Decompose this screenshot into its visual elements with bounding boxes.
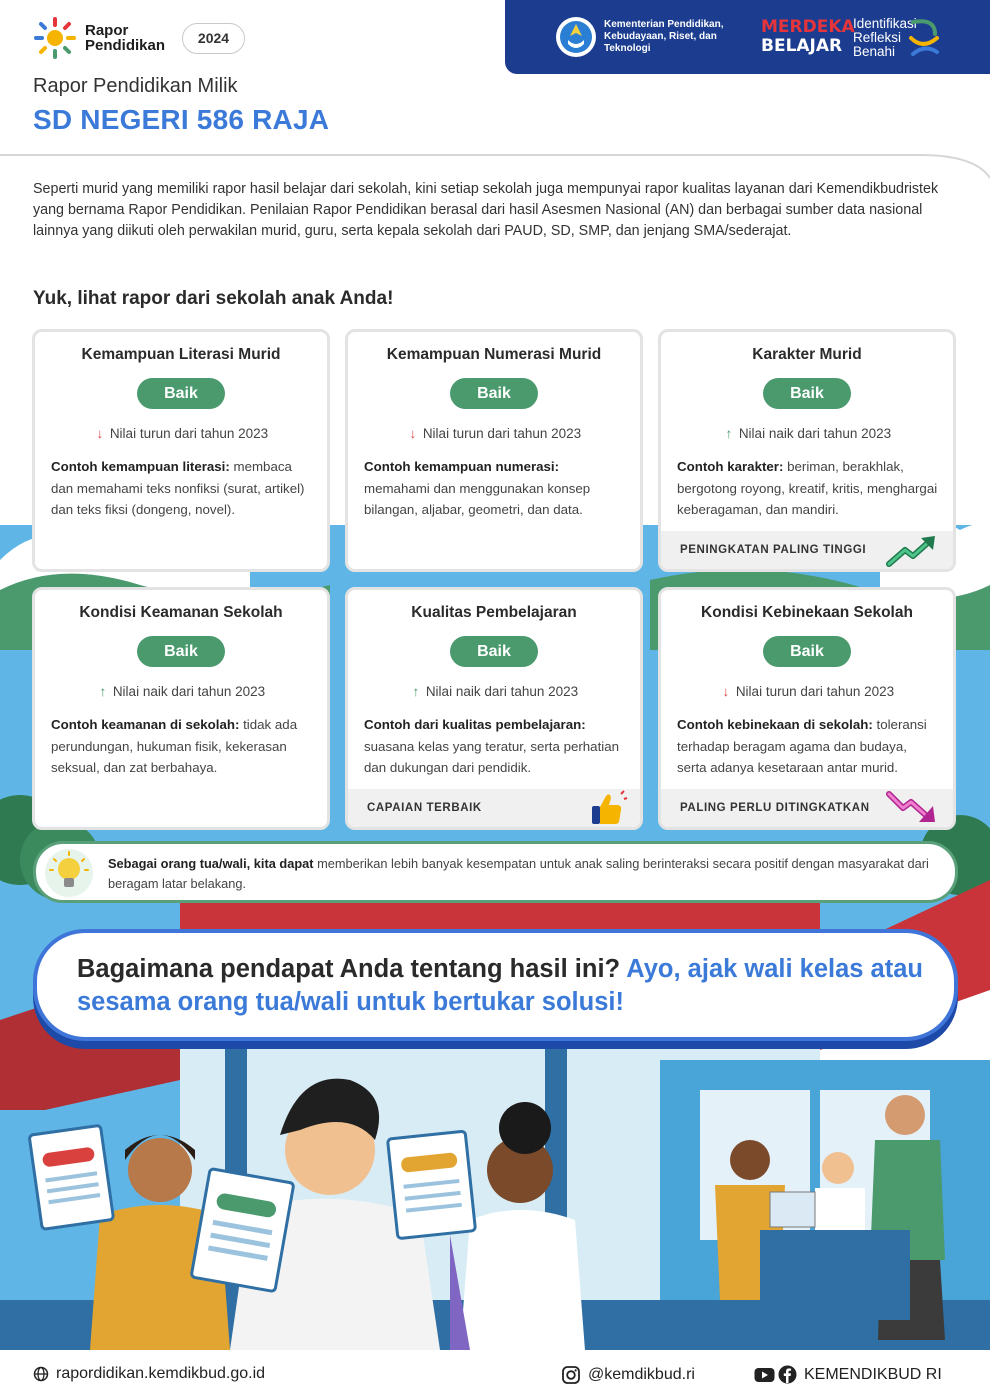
trending-down-icon	[885, 790, 941, 826]
tip-text: memberikan lebih banyak kesempatan untuk anak saling berinteraksi secara positif dengan masyarakat dari beragam latar belakang.	[108, 856, 929, 891]
card-literasi	[32, 329, 330, 572]
merdeka-text: MERDEKA	[761, 17, 855, 37]
status-badge: Baik	[137, 378, 225, 409]
arrow-up-icon: ↑	[725, 426, 733, 441]
example-text: beriman, berakhlak, bergotong royong, kreatif, kritis, menghargai keberagaman, dan mandiri.	[677, 459, 938, 517]
year-badge: 2024	[182, 23, 245, 54]
merdeka-belajar-logo	[761, 18, 855, 56]
instagram-link[interactable]	[561, 1365, 695, 1385]
instagram-icon	[561, 1365, 581, 1385]
social-link[interactable]	[754, 1365, 942, 1384]
social-name: KEMENDIKBUD RI	[804, 1365, 942, 1383]
example-label: Contoh keamanan di sekolah:	[51, 717, 240, 732]
card-title: Kemampuan Numerasi Murid	[386, 346, 602, 363]
card-footer-highlight	[348, 789, 640, 827]
footer-label: PENINGKATAN PALING TINGGI	[680, 544, 867, 556]
card-title: Kondisi Kebinekaan Sekolah	[701, 604, 913, 621]
example-text: membaca dan memahami teks nonfiksi (surat, artikel) dan teks fiksi (dongeng, novel).	[51, 459, 305, 517]
status-badge: Baik	[450, 378, 538, 409]
report-owner-label: Rapor Pendidikan Milik	[33, 75, 238, 97]
irb-benahi: Benahi	[853, 44, 896, 59]
status-badge: Baik	[137, 636, 225, 667]
thumbs-up-icon	[588, 790, 628, 826]
website-text: rapordidikan.kemdikbud.go.id	[56, 1365, 266, 1382]
irb-refleksi: Refleksi	[853, 30, 902, 45]
trend-text: Nilai turun dari tahun 2023	[735, 684, 895, 699]
footer-label: CAPAIAN TERBAIK	[367, 802, 482, 814]
callout-question: Bagaimana pendapat Anda tentang hasil ini?	[77, 955, 627, 983]
ministry-name: Kementerian Pendidikan, Kebudayaan, Riset, dan Teknologi	[604, 19, 724, 54]
card-footer-highlight	[661, 789, 953, 827]
logo-text-line2: Pendidikan	[85, 37, 166, 54]
example-text: memahami dan menggunakan konsep bilangan, aljabar, geometri, dan data.	[364, 480, 591, 517]
parent-tip-box	[33, 841, 958, 903]
sun-logo-icon	[33, 16, 77, 60]
example-label: Contoh dari kualitas pembelajaran:	[364, 717, 586, 732]
card-karakter	[658, 329, 956, 572]
card-title: Kondisi Keamanan Sekolah	[79, 604, 283, 621]
callout-action: Ayo, ajak wali kelas atau sesama orang tua/wali untuk bertukar solusi!	[77, 955, 923, 1016]
footer-label: PALING PERLU DITINGKATKAN	[680, 802, 870, 814]
page-footer	[0, 1350, 990, 1400]
arrow-up-icon: ↑	[99, 684, 107, 699]
card-pembelajaran	[345, 587, 643, 830]
status-badge: Baik	[763, 636, 851, 667]
card-keamanan	[32, 587, 330, 830]
example-label: Contoh karakter:	[677, 459, 784, 474]
discussion-callout	[33, 929, 958, 1041]
lightbulb-icon	[43, 848, 95, 898]
irb-swoosh-icon	[907, 16, 941, 58]
intro-paragraph: Seperti murid yang memiliki rapor hasil belajar dari sekolah, kini setiap sekolah juga mempunyai rapor kualitas layanan dari Kemendikbudristek yang bernama Rapor Pendidikan. Penilaian Rapor Pendidikan berasal dari hasil Asesmen Nasional (AN) dan berbagai sumber data nasional lainnya yang diikuti oleh perwakilan murid, guru, serta kepala sekolah dari PAUD, SD, SMP, dan jenjang SMA/sederajat.	[33, 181, 939, 239]
card-footer-highlight	[661, 531, 953, 569]
example-text: tidak ada perundungan, hukuman fisik, kekerasan seksual, dan zat berbahaya.	[51, 717, 298, 775]
header-divider-curve	[0, 150, 990, 180]
arrow-down-icon: ↓	[722, 684, 730, 699]
example-label: Contoh kemampuan numerasi:	[364, 459, 560, 474]
card-title: Kualitas Pembelajaran	[411, 604, 577, 621]
instagram-handle: @kemdikbud.ri	[588, 1366, 695, 1383]
school-name: SD NEGERI 586 RAJA	[33, 104, 330, 135]
section-title: Yuk, lihat rapor dari sekolah anak Anda!	[33, 288, 394, 309]
example-label: Contoh kemampuan literasi:	[51, 459, 230, 474]
globe-icon	[33, 1366, 49, 1382]
website-link[interactable]	[33, 1365, 265, 1383]
logo-text-line1: Rapor	[85, 22, 129, 39]
facebook-icon	[778, 1365, 797, 1384]
ministry-banner	[505, 0, 990, 74]
tip-lead: Sebagai orang tua/wali, kita dapat	[108, 856, 314, 871]
rapor-pendidikan-logo	[33, 16, 165, 60]
trend-text: Nilai naik dari tahun 2023	[112, 684, 266, 699]
arrow-up-icon: ↑	[412, 684, 420, 699]
irb-identifikasi: Identifikasi	[853, 16, 917, 31]
example-text: toleransi terhadap beragam agama dan budaya, serta adanya kesetaraan antar murid.	[677, 717, 927, 775]
card-title: Karakter Murid	[752, 346, 862, 363]
trend-text: Nilai naik dari tahun 2023	[738, 426, 892, 441]
example-text: suasana kelas yang teratur, serta perhatian dan dukungan dari pendidik.	[364, 738, 620, 775]
arrow-down-icon: ↓	[409, 426, 417, 441]
trend-text: Nilai turun dari tahun 2023	[422, 426, 582, 441]
card-numerasi	[345, 329, 643, 572]
status-badge: Baik	[763, 378, 851, 409]
trending-up-icon	[885, 532, 941, 568]
belajar-text: BELAJAR	[761, 36, 843, 56]
status-badge: Baik	[450, 636, 538, 667]
tut-wuri-handayani-emblem-icon	[555, 16, 597, 58]
example-label: Contoh kebinekaan di sekolah:	[677, 717, 873, 732]
trend-text: Nilai naik dari tahun 2023	[425, 684, 579, 699]
arrow-down-icon: ↓	[96, 426, 104, 441]
trend-text: Nilai turun dari tahun 2023	[109, 426, 269, 441]
youtube-icon	[754, 1367, 775, 1383]
card-kebinekaan	[658, 587, 956, 830]
card-title: Kemampuan Literasi Murid	[81, 346, 281, 363]
